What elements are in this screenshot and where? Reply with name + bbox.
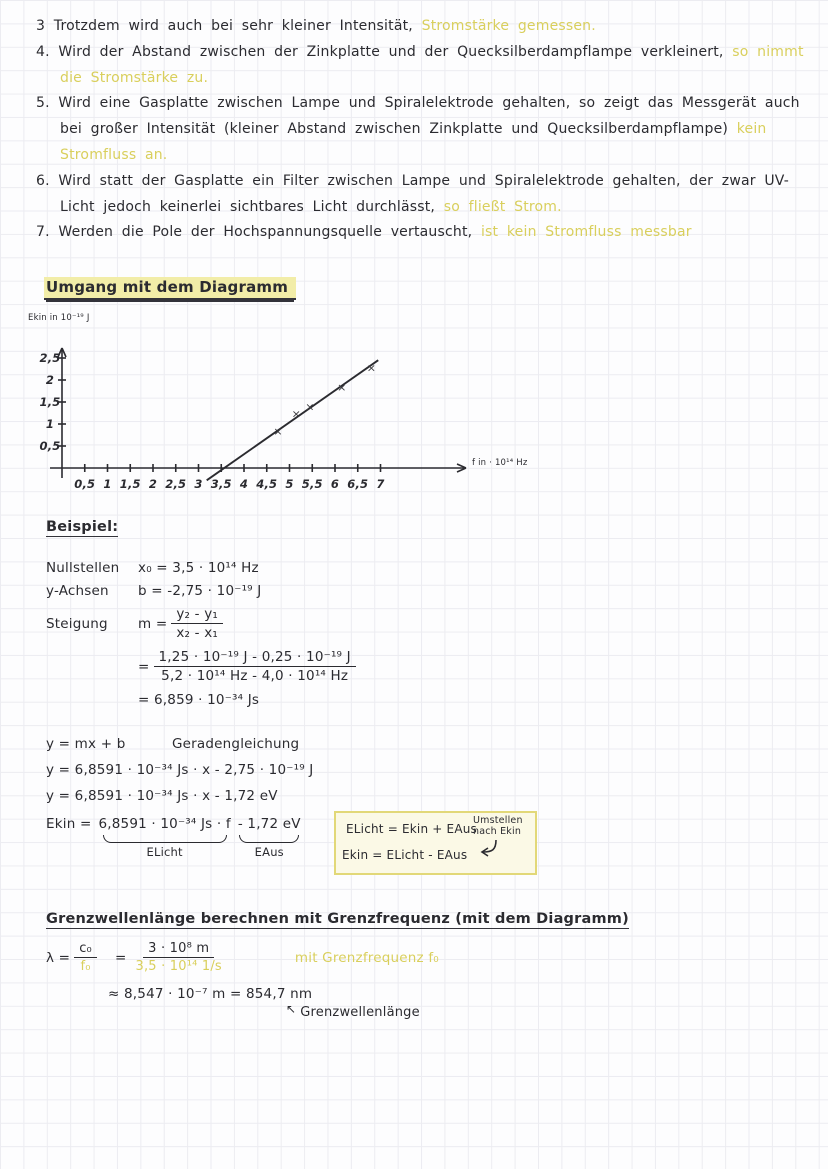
- list-item: [36, 169, 808, 221]
- row-value: b = -2,75 · 10⁻¹⁹ J: [138, 583, 262, 599]
- equation-line: y = 6,8591 · 10⁻³⁴ Js · x - 2,75 · 10⁻¹⁹ J: [46, 762, 314, 778]
- note-highlight-text: so fließt Strom.: [443, 198, 562, 215]
- svg-text:4,5: 4,5: [256, 477, 278, 491]
- list-item: [36, 91, 808, 168]
- diagram-svg: [20, 308, 560, 508]
- svg-text:f in · 10¹⁴ Hz: f in · 10¹⁴ Hz: [472, 458, 528, 468]
- underbrace: [103, 835, 227, 843]
- row-value: [138, 606, 360, 641]
- svg-text:×: ×: [366, 361, 377, 375]
- svg-text:2,5: 2,5: [39, 351, 61, 365]
- equation-note: Geradengleichung: [172, 736, 300, 752]
- svg-text:7: 7: [376, 477, 385, 491]
- beispiel-block: [46, 560, 360, 708]
- box-equation-2: Ekin = ELicht - EAus: [342, 848, 468, 862]
- note-text: 6. Wird statt der Gasplatte ein Filter zwischen Lampe und Spiralelektrode gehalten, der zwar UV-Licht jedoch keinerlei sichtbares Licht durchlässt,: [36, 172, 790, 215]
- beispiel-heading: Beispiel:: [46, 519, 119, 535]
- fraction: [130, 941, 226, 974]
- fraction-denominator: f₀: [80, 959, 91, 974]
- energy-relations-box: [334, 811, 537, 875]
- fraction-numerator: y₂ - y₁: [171, 606, 223, 624]
- equals-sign: =: [138, 658, 150, 675]
- svg-text:3: 3: [194, 477, 203, 491]
- fraction: [171, 606, 223, 641]
- equation-line: [46, 731, 313, 757]
- eaus-term: [238, 816, 301, 859]
- svg-text:3,5: 3,5: [210, 477, 232, 491]
- list-item: [36, 220, 808, 246]
- note-highlight-text: Stromstärke gemessen.: [421, 18, 596, 34]
- note-text: 5. Wird eine Gasplatte zwischen Lampe und Spiralelektrode gehalten, so zeigt das Messgerät auch bei großer Intensität (kleiner Abstand zwischen Zinkplatte und Quecksilberdampflampe): [36, 95, 800, 138]
- row-label: Steigung: [46, 615, 108, 632]
- arrow-up-left-icon: ↖: [286, 1002, 297, 1016]
- svg-text:6,5: 6,5: [347, 477, 369, 491]
- underbrace: [239, 835, 299, 843]
- equations-block: [46, 731, 313, 809]
- slope-prefix: m =: [138, 615, 168, 632]
- equals-sign: =: [114, 949, 127, 966]
- svg-text:4: 4: [239, 477, 249, 491]
- lambda-result: ≈ 8,547 · 10⁻⁷ m = 854,7 nm: [108, 986, 313, 1002]
- section-heading-diagramm: Umgang mit dem Diagramm: [44, 277, 296, 300]
- fraction-denominator: 3,5 · 10¹⁴ 1/s: [135, 959, 222, 974]
- curved-arrow-icon: [478, 839, 500, 857]
- slope-calculation: [138, 649, 360, 684]
- lambda-note: mit Grenzfrequenz f₀: [294, 949, 439, 966]
- term-text: 6,8591 · 10⁻³⁴ Js · f: [98, 816, 231, 832]
- annotation-text: Grenzwellenlänge: [300, 1005, 420, 1020]
- note-text: 7. Werden die Pole der Hochspannungsquelle vertauscht,: [36, 224, 473, 241]
- note-highlight-text: so nimmt die Stromstärke zu.: [60, 43, 804, 86]
- fraction-numerator: c₀: [74, 941, 97, 958]
- svg-text:1,5: 1,5: [39, 395, 61, 409]
- fraction-denominator: 5,2 · 10¹⁴ Hz - 4,0 · 10¹⁴ Hz: [161, 668, 349, 684]
- observations-list: [36, 14, 808, 246]
- fraction: [74, 941, 97, 974]
- svg-text:5: 5: [285, 477, 294, 491]
- row-label: y-Achsen: [46, 583, 109, 599]
- svg-text:2,5: 2,5: [165, 477, 187, 491]
- list-item: [36, 40, 808, 92]
- note-text: 3 Trotzdem wird auch bei sehr kleiner Intensität,: [36, 18, 413, 34]
- svg-text:×: ×: [305, 400, 315, 414]
- fraction-denominator: x₂ - x₁: [176, 625, 219, 641]
- term-text: - 1,72 eV: [237, 816, 301, 832]
- equation-general: y = mx + b: [46, 736, 126, 752]
- svg-text:Ekin in 10⁻¹⁹ J: Ekin in 10⁻¹⁹ J: [28, 313, 90, 323]
- slope-result: = 6,859 · 10⁻³⁴ Js: [138, 692, 260, 708]
- svg-text:1: 1: [45, 417, 55, 431]
- box-note: Umstellen nach Ekin: [473, 815, 523, 837]
- row-value: x₀ = 3,5 · 10¹⁴ Hz: [138, 560, 259, 576]
- svg-text:1: 1: [103, 477, 112, 491]
- svg-text:×: ×: [337, 380, 347, 394]
- lambda-equation: [46, 941, 439, 974]
- brace-label: ELicht: [146, 845, 183, 859]
- ekin-equation: [46, 816, 301, 859]
- svg-text:0,5: 0,5: [39, 439, 61, 453]
- elicht-term: [98, 816, 230, 859]
- svg-text:2: 2: [148, 477, 158, 491]
- note-highlight-text: kein Stromfluss an.: [60, 121, 767, 163]
- svg-text:2: 2: [45, 373, 55, 387]
- svg-text:5,5: 5,5: [301, 477, 323, 491]
- lambda-lhs: λ =: [46, 949, 71, 966]
- box-equation-1: ELicht = Ekin + EAus: [346, 822, 477, 836]
- svg-text:×: ×: [291, 407, 302, 421]
- list-item: [36, 14, 808, 40]
- svg-text:0,5: 0,5: [74, 477, 96, 491]
- note-highlight-text: ist kein Stromfluss messbar: [480, 224, 692, 241]
- fraction-numerator: 3 · 10⁸ m: [143, 941, 214, 958]
- fraction-numerator: 1,25 · 10⁻¹⁹ J - 0,25 · 10⁻¹⁹ J: [154, 649, 356, 667]
- result-annotation: [286, 1002, 420, 1020]
- note-text: 4. Wird der Abstand zwischen der Zinkplatte und der Quecksilberdampflampe verkleinert,: [36, 43, 724, 60]
- row-label: Nullstellen: [46, 560, 120, 576]
- ekin-lhs: Ekin =: [46, 816, 92, 832]
- svg-text:×: ×: [273, 424, 283, 438]
- equation-line: y = 6,8591 · 10⁻³⁴ Js · x - 1,72 eV: [46, 788, 278, 804]
- svg-text:1,5: 1,5: [119, 477, 141, 491]
- svg-text:6: 6: [330, 477, 340, 491]
- brace-label: EAus: [254, 845, 284, 859]
- grenz-heading: Grenzwellenlänge berechnen mit Grenzfrequenz (mit dem Diagramm): [46, 911, 629, 927]
- fraction: [154, 649, 356, 684]
